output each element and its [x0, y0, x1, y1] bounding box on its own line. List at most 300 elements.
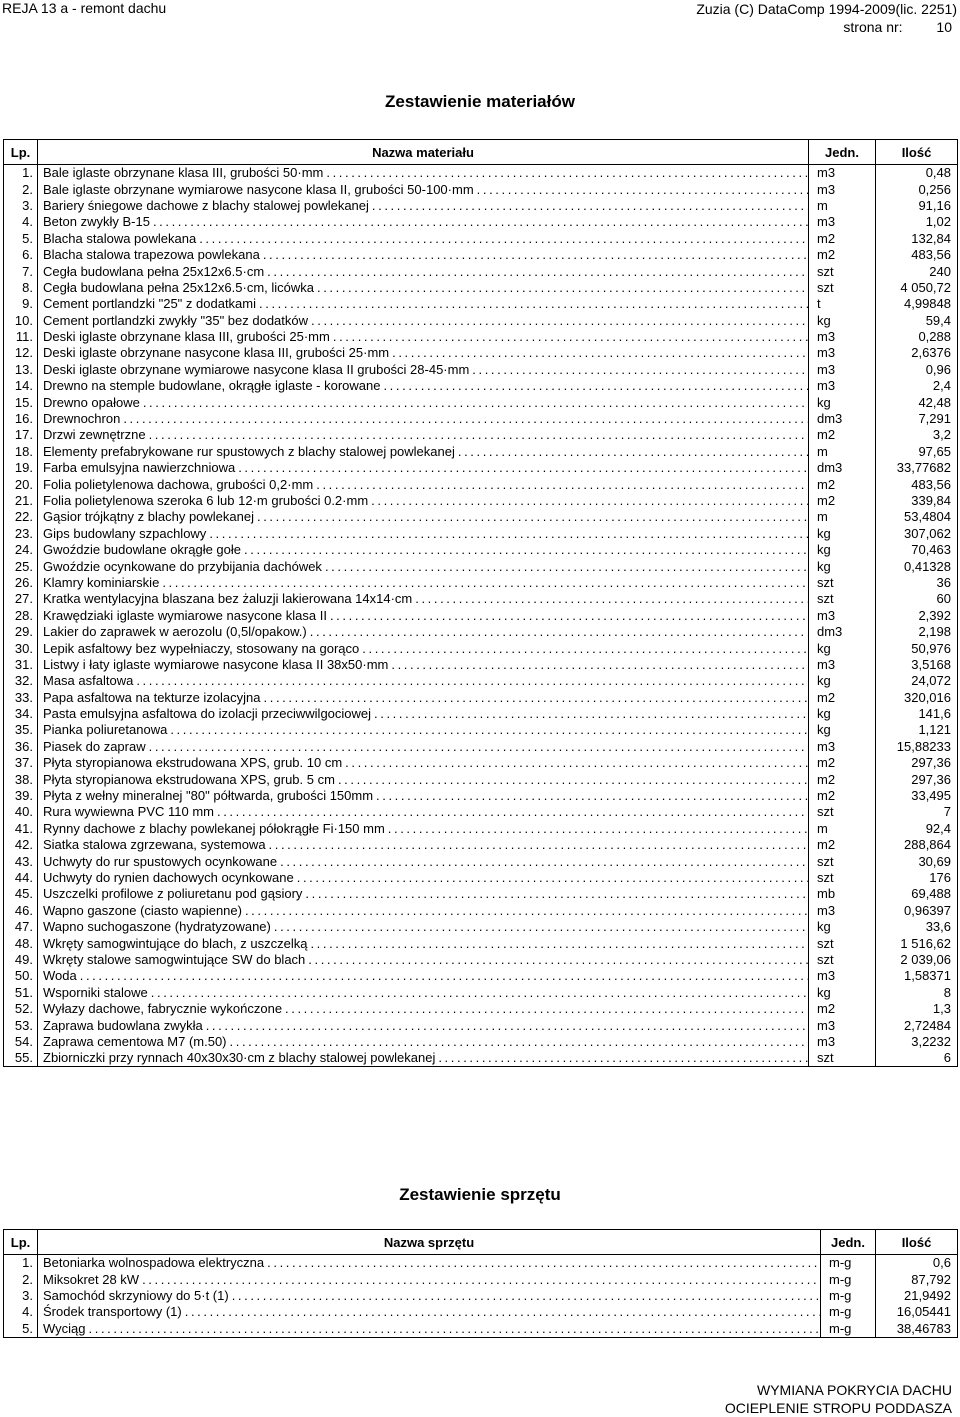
- row-unit: m2: [809, 788, 876, 804]
- col-header-unit: Jedn.: [821, 1230, 876, 1255]
- table-row: [4, 919, 958, 935]
- row-name: Pianka poliuretanowa: [43, 722, 168, 738]
- row-unit: m3: [809, 903, 876, 919]
- materials-title: Zestawienie materiałów: [385, 92, 575, 111]
- table-row: [4, 493, 958, 509]
- dot-leader: [469, 362, 808, 378]
- table-row: [4, 985, 958, 1001]
- row-unit: m3: [809, 214, 876, 230]
- row-unit: m2: [809, 837, 876, 853]
- row-name: Papa asfaltowa na tekturze izolacyjna: [43, 689, 261, 705]
- row-quantity: 7: [876, 804, 958, 820]
- row-name: Gips budowlany szpachlowy: [43, 525, 207, 541]
- row-unit: m3: [809, 329, 876, 345]
- dot-leader: [435, 1050, 808, 1066]
- row-name: Płyta styropianowa ekstrudowana XPS, grub. 10 cm: [43, 755, 343, 771]
- row-number: 10.: [4, 313, 38, 329]
- table-row: [4, 1001, 958, 1017]
- table-row: [4, 542, 958, 558]
- row-name: Drzwi zewnętrzne: [43, 427, 146, 443]
- row-unit: kg: [809, 706, 876, 722]
- row-unit: m3: [809, 165, 876, 182]
- table-row: [4, 460, 958, 476]
- row-name-cell: [38, 1255, 821, 1272]
- table-row: [4, 1304, 958, 1320]
- table-row: [4, 739, 958, 755]
- row-unit: kg: [809, 673, 876, 689]
- dot-leader: [206, 526, 808, 542]
- row-unit: m3: [809, 181, 876, 197]
- row-number: 20.: [4, 476, 38, 492]
- row-number: 33.: [4, 690, 38, 706]
- row-unit: dm3: [809, 411, 876, 427]
- row-name-cell: [38, 1034, 809, 1050]
- row-unit: szt: [809, 952, 876, 968]
- dot-leader: [139, 1272, 820, 1288]
- row-quantity: 69,488: [876, 886, 958, 902]
- dot-leader: [150, 214, 808, 230]
- table-row: [4, 886, 958, 902]
- row-number: 28.: [4, 608, 38, 624]
- row-quantity: 38,46783: [876, 1321, 958, 1338]
- row-name-cell: [38, 755, 809, 771]
- row-number: 3.: [4, 1288, 38, 1304]
- row-unit: m: [809, 821, 876, 837]
- dot-leader: [385, 821, 808, 837]
- row-unit: m2: [809, 231, 876, 247]
- dot-leader: [368, 493, 808, 509]
- row-number: 1.: [4, 165, 38, 182]
- row-number: 6.: [4, 247, 38, 263]
- row-quantity: 1,3: [876, 1001, 958, 1017]
- table-row: [4, 722, 958, 738]
- row-number: 39.: [4, 788, 38, 804]
- row-name: Wapno suchogaszone (hydratyzowane): [43, 919, 271, 935]
- row-name-cell: [38, 263, 809, 279]
- row-number: 3.: [4, 198, 38, 214]
- materials-header-row: [4, 140, 958, 165]
- row-quantity: 0,96: [876, 362, 958, 378]
- row-number: 47.: [4, 919, 38, 935]
- dot-leader: [203, 1018, 808, 1034]
- row-number: 16.: [4, 411, 38, 427]
- row-name: Folia polietylenowa dachowa, grubości 0,2·mm: [43, 476, 314, 492]
- row-name: Płyta styropianowa ekstrudowana XPS, grub. 5 cm: [43, 771, 335, 787]
- table-row: [4, 1255, 958, 1272]
- page-number-line: [696, 18, 957, 36]
- table-row: [4, 1271, 958, 1287]
- row-number: 23.: [4, 526, 38, 542]
- row-name-cell: [38, 460, 809, 476]
- row-number: 50.: [4, 968, 38, 984]
- table-row: [4, 1017, 958, 1033]
- row-unit: szt: [809, 870, 876, 886]
- table-row: [4, 362, 958, 378]
- dot-leader: [389, 345, 808, 361]
- row-name: Zbiorniczki przy rynnach 40x30x30·cm z blachy stalowej powlekanej: [43, 1050, 436, 1066]
- row-name-cell: [38, 591, 809, 607]
- row-unit: kg: [809, 919, 876, 935]
- row-quantity: 1,02: [876, 214, 958, 230]
- row-name-cell: [38, 690, 809, 706]
- row-quantity: 1,58371: [876, 968, 958, 984]
- row-name-cell: [38, 919, 809, 935]
- row-quantity: 320,016: [876, 690, 958, 706]
- row-name-cell: [38, 362, 809, 378]
- row-quantity: 141,6: [876, 706, 958, 722]
- table-row: [4, 509, 958, 525]
- row-number: 7.: [4, 263, 38, 279]
- row-name: Elementy prefabrykowane rur spustowych z blachy stalowej powlekanej: [43, 443, 455, 459]
- row-number: 25.: [4, 558, 38, 574]
- row-quantity: 483,56: [876, 247, 958, 263]
- table-row: [4, 968, 958, 984]
- materials-table: [3, 139, 958, 1067]
- table-row: [4, 804, 958, 820]
- row-name: Deski iglaste obrzynane wymiarowe nasycone klasa II grubości 28-45·mm: [43, 361, 470, 377]
- dot-leader: [140, 395, 808, 411]
- table-row: [4, 263, 958, 279]
- row-name-cell: [38, 280, 809, 296]
- row-name-cell: [38, 608, 809, 624]
- row-quantity: 15,88233: [876, 739, 958, 755]
- table-row: [4, 181, 958, 197]
- dot-leader: [261, 690, 808, 706]
- dot-leader: [474, 182, 808, 198]
- row-number: 36.: [4, 739, 38, 755]
- dot-leader: [380, 378, 808, 394]
- row-quantity: 2,392: [876, 608, 958, 624]
- row-number: 32.: [4, 673, 38, 689]
- row-name: Betoniarka wolnospadowa elektryczna: [43, 1255, 265, 1271]
- row-quantity: 1 516,62: [876, 935, 958, 951]
- row-name-cell: [38, 1271, 821, 1287]
- row-number: 44.: [4, 870, 38, 886]
- dot-leader: [182, 1304, 820, 1320]
- row-name-cell: [38, 575, 809, 591]
- dot-leader: [335, 772, 808, 788]
- row-unit: dm3: [809, 460, 876, 476]
- dot-leader: [86, 1321, 820, 1337]
- row-quantity: 33,6: [876, 919, 958, 935]
- row-quantity: 0,48: [876, 165, 958, 182]
- materials-body: [4, 165, 958, 1067]
- col-header-unit: Jedn.: [809, 140, 876, 165]
- row-name: Cegła budowlana pełna 25x12x6.5·cm, licówka: [43, 279, 314, 295]
- dot-leader: [307, 936, 808, 952]
- col-header-lp: Lp.: [4, 140, 38, 165]
- row-name-cell: [38, 739, 809, 755]
- document-footer: [725, 1381, 952, 1417]
- row-name-cell: [38, 526, 809, 542]
- row-quantity: 87,792: [876, 1271, 958, 1287]
- row-number: 43.: [4, 853, 38, 869]
- row-unit: m-g: [821, 1271, 876, 1287]
- row-name-cell: [38, 198, 809, 214]
- row-unit: m-g: [821, 1255, 876, 1272]
- row-name: Pasta emulsyjna asfaltowa do izolacji przeciwwilgociowej: [43, 706, 372, 722]
- dot-leader: [133, 673, 808, 689]
- table-row: [4, 378, 958, 394]
- dot-leader: [327, 608, 808, 624]
- row-quantity: 60: [876, 591, 958, 607]
- row-name: Drewnochron: [43, 411, 121, 427]
- row-unit: m-g: [821, 1288, 876, 1304]
- row-name: Woda: [43, 968, 77, 984]
- row-name: Uchwyty do rynien dachowych ocynkowane: [43, 869, 294, 885]
- dot-leader: [235, 460, 808, 476]
- row-number: 29.: [4, 624, 38, 640]
- col-header-name: Nazwa materiału: [38, 140, 809, 165]
- table-row: [4, 558, 958, 574]
- row-number: 21.: [4, 493, 38, 509]
- equipment-body: [4, 1255, 958, 1338]
- row-name-cell: [38, 624, 809, 640]
- row-unit: t: [809, 296, 876, 312]
- row-name-cell: [38, 788, 809, 804]
- row-unit: m2: [809, 476, 876, 492]
- table-row: [4, 1034, 958, 1050]
- table-row: [4, 591, 958, 607]
- dot-leader: [229, 1288, 820, 1304]
- row-unit: kg: [809, 558, 876, 574]
- col-header-lp: Lp.: [4, 1230, 38, 1255]
- row-unit: dm3: [809, 624, 876, 640]
- dot-leader: [359, 641, 808, 657]
- row-quantity: 307,062: [876, 526, 958, 542]
- row-name-cell: [38, 165, 809, 182]
- row-unit: szt: [809, 804, 876, 820]
- table-row: [4, 296, 958, 312]
- row-name: Blacha stalowa powlekana: [43, 230, 197, 246]
- row-name: Miksokret 28 kW: [43, 1271, 140, 1287]
- row-quantity: 3,2: [876, 427, 958, 443]
- row-name-cell: [38, 296, 809, 312]
- row-name-cell: [38, 214, 809, 230]
- table-row: [4, 427, 958, 443]
- row-unit: kg: [809, 722, 876, 738]
- row-quantity: 2,72484: [876, 1017, 958, 1033]
- row-number: 8.: [4, 280, 38, 296]
- row-name: Płyta z wełny mineralnej "80" półtwarda, grubości 150mm: [43, 788, 374, 804]
- row-number: 34.: [4, 706, 38, 722]
- dot-leader: [196, 231, 808, 247]
- row-name-cell: [38, 247, 809, 263]
- table-row: [4, 526, 958, 542]
- dot-leader: [214, 804, 808, 820]
- row-quantity: 59,4: [876, 313, 958, 329]
- equipment-title: Zestawienie sprzętu: [399, 1185, 561, 1204]
- row-quantity: 339,84: [876, 493, 958, 509]
- table-row: [4, 837, 958, 853]
- dot-leader: [167, 722, 808, 738]
- row-name: Wyłazy dachowe, fabrycznie wykończone: [43, 1001, 283, 1017]
- row-name: Siatka stalowa zgrzewana, systemowa: [43, 837, 266, 853]
- dot-leader: [342, 755, 808, 771]
- row-unit: m2: [809, 427, 876, 443]
- row-unit: m3: [809, 1034, 876, 1050]
- row-unit: szt: [809, 591, 876, 607]
- row-quantity: 2,198: [876, 624, 958, 640]
- row-name: Wsporniki stalowe: [43, 984, 148, 1000]
- row-number: 18.: [4, 444, 38, 460]
- row-number: 38.: [4, 771, 38, 787]
- row-number: 45.: [4, 886, 38, 902]
- equipment-table: [3, 1229, 958, 1338]
- row-unit: kg: [809, 542, 876, 558]
- row-number: 5.: [4, 1321, 38, 1338]
- row-quantity: 288,864: [876, 837, 958, 853]
- dot-leader: [264, 1255, 820, 1271]
- row-unit: m2: [809, 771, 876, 787]
- table-row: [4, 247, 958, 263]
- row-name: Bale iglaste obrzynane klasa III, grubości 50·mm: [43, 165, 324, 181]
- table-row: [4, 788, 958, 804]
- row-name: Gąsior trójkątny z blachy powlekanej: [43, 509, 254, 525]
- row-name-cell: [38, 329, 809, 345]
- table-row: [4, 903, 958, 919]
- row-quantity: 297,36: [876, 755, 958, 771]
- row-quantity: 0,96397: [876, 903, 958, 919]
- row-name: Zaprawa cementowa M7 (m.50): [43, 1033, 227, 1049]
- row-number: 14.: [4, 378, 38, 394]
- row-unit: m3: [809, 362, 876, 378]
- row-number: 37.: [4, 755, 38, 771]
- row-name: Drewno na stemple budowlane, okrągłe iglaste - korowane: [43, 378, 381, 394]
- row-quantity: 70,463: [876, 542, 958, 558]
- table-row: [4, 165, 958, 182]
- row-quantity: 91,16: [876, 198, 958, 214]
- dot-leader: [302, 886, 808, 902]
- row-unit: m2: [809, 690, 876, 706]
- row-number: 40.: [4, 804, 38, 820]
- row-unit: kg: [809, 640, 876, 656]
- table-row: [4, 198, 958, 214]
- table-row: [4, 657, 958, 673]
- page-number: 10: [936, 19, 952, 35]
- row-name-cell: [38, 427, 809, 443]
- dot-leader: [146, 739, 808, 755]
- row-number: 54.: [4, 1034, 38, 1050]
- document-header-right: [696, 0, 957, 36]
- row-name: Wkręty samogwintujące do blach, z uszczelką: [43, 935, 308, 951]
- row-quantity: 42,48: [876, 394, 958, 410]
- row-number: 9.: [4, 296, 38, 312]
- row-name: Zaprawa budowlana zwykła: [43, 1017, 203, 1033]
- table-row: [4, 231, 958, 247]
- dot-leader: [120, 411, 808, 427]
- row-name-cell: [38, 378, 809, 394]
- row-quantity: 8: [876, 985, 958, 1001]
- row-unit: szt: [809, 280, 876, 296]
- row-unit: m3: [809, 345, 876, 361]
- row-number: 30.: [4, 640, 38, 656]
- dot-leader: [330, 329, 808, 345]
- row-number: 49.: [4, 952, 38, 968]
- table-row: [4, 935, 958, 951]
- row-quantity: 7,291: [876, 411, 958, 427]
- row-name-cell: [38, 1001, 809, 1017]
- dot-leader: [373, 788, 808, 804]
- row-number: 27.: [4, 591, 38, 607]
- row-quantity: 6: [876, 1050, 958, 1067]
- row-name-cell: [38, 411, 809, 427]
- row-name: Samochód skrzyniowy do 5·t (1): [43, 1287, 229, 1303]
- row-name-cell: [38, 722, 809, 738]
- row-name-cell: [38, 444, 809, 460]
- row-name: Cement portlandzki zwykły "35" bez dodatków: [43, 312, 309, 328]
- row-unit: m2: [809, 247, 876, 263]
- row-unit: m3: [809, 739, 876, 755]
- row-quantity: 1,121: [876, 722, 958, 738]
- row-number: 41.: [4, 821, 38, 837]
- row-name: Uszczelki profilowe z poliuretanu pod gąsiory: [43, 886, 303, 902]
- row-quantity: 53,4804: [876, 509, 958, 525]
- row-quantity: 3,5168: [876, 657, 958, 673]
- dot-leader: [307, 624, 808, 640]
- table-row: [4, 870, 958, 886]
- row-unit: m3: [809, 657, 876, 673]
- row-name: Blacha stalowa trapezowa powlekana: [43, 247, 260, 263]
- row-name: Listwy i łaty iglaste wymiarowe nasycone klasa II 38x50·mm: [43, 656, 389, 672]
- row-name: Lepik asfaltowy bez wypełniaczy, stosowany na gorąco: [43, 640, 360, 656]
- table-row: [4, 853, 958, 869]
- row-unit: szt: [809, 1050, 876, 1067]
- row-number: 2.: [4, 181, 38, 197]
- row-number: 52.: [4, 1001, 38, 1017]
- dot-leader: [455, 444, 808, 460]
- row-quantity: 176: [876, 870, 958, 886]
- row-unit: szt: [809, 575, 876, 591]
- row-name: Cement portlandzki "25" z dodatkami: [43, 296, 257, 312]
- table-row: [4, 608, 958, 624]
- row-unit: m3: [809, 968, 876, 984]
- row-name-cell: [38, 968, 809, 984]
- row-number: 2.: [4, 1271, 38, 1287]
- row-name-cell: [38, 509, 809, 525]
- row-quantity: 0,41328: [876, 558, 958, 574]
- table-row: [4, 1321, 958, 1338]
- table-row: [4, 280, 958, 296]
- dot-leader: [369, 198, 808, 214]
- row-quantity: 33,495: [876, 788, 958, 804]
- col-header-qty: Ilość: [876, 1230, 958, 1255]
- row-quantity: 4,99848: [876, 296, 958, 312]
- row-unit: m2: [809, 755, 876, 771]
- row-name-cell: [38, 771, 809, 787]
- row-name: Środek transportowy (1): [43, 1304, 182, 1320]
- row-quantity: 2,4: [876, 378, 958, 394]
- footer-line-1: WYMIANA POKRYCIA DACHU: [756, 1382, 952, 1398]
- dot-leader: [266, 837, 808, 853]
- row-name-cell: [38, 870, 809, 886]
- table-row: [4, 690, 958, 706]
- row-name: Deski iglaste obrzynane nasycone klasa III, grubości 25·mm: [43, 345, 390, 361]
- row-name: Lakier do zaprawek w aerozolu (0,5l/opakow.): [43, 624, 307, 640]
- row-number: 15.: [4, 394, 38, 410]
- row-number: 12.: [4, 345, 38, 361]
- row-name-cell: [38, 886, 809, 902]
- row-name: Krawędziaki iglaste wymiarowe nasycone klasa II: [43, 607, 327, 623]
- row-number: 53.: [4, 1017, 38, 1033]
- row-quantity: 21,9492: [876, 1288, 958, 1304]
- row-number: 26.: [4, 575, 38, 591]
- row-name: Deski iglaste obrzynane klasa III, grubości 25·mm: [43, 329, 330, 345]
- row-name: Gwoździe budowlane okrągłe gołe: [43, 542, 242, 558]
- row-name-cell: [38, 853, 809, 869]
- row-number: 1.: [4, 1255, 38, 1272]
- row-name-cell: [38, 476, 809, 492]
